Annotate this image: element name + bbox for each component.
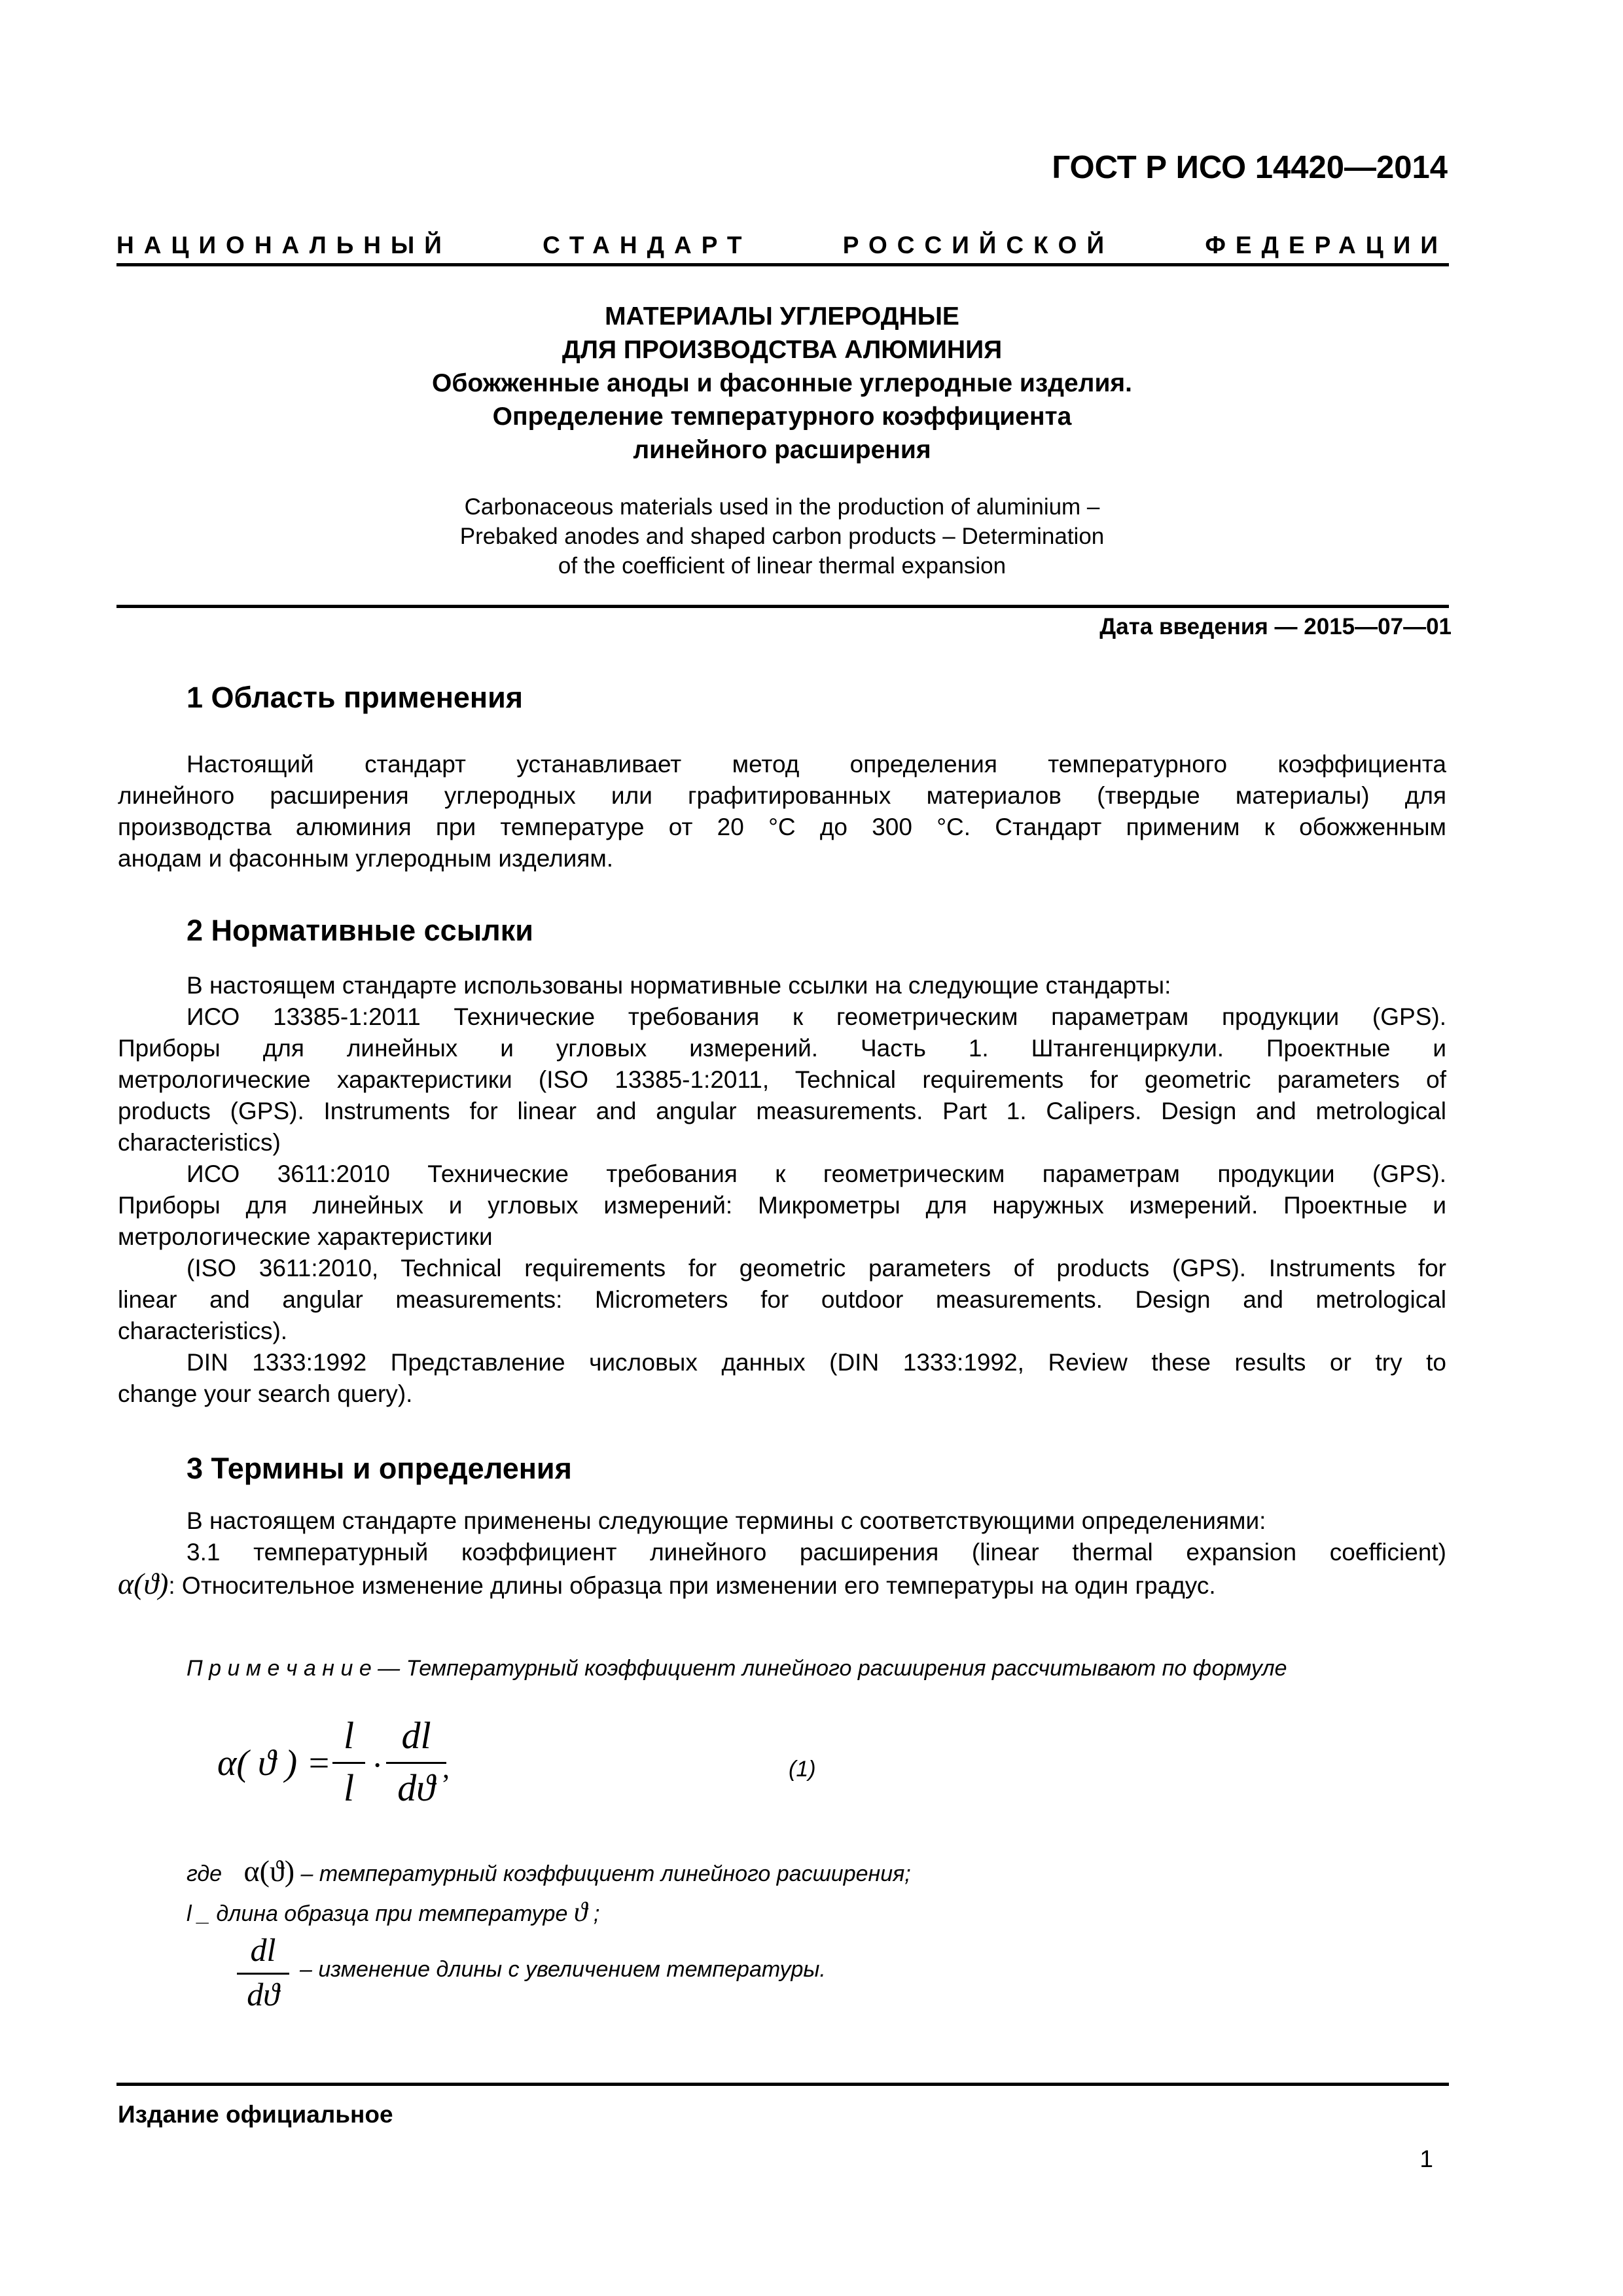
body-line: Приборы для линейных и угловых измерений. Часть 1. Штангенциркули. Проектные и: [118, 1035, 1446, 1062]
section-1-body: [118, 749, 1446, 874]
definition-text: : Относительное изменение длины образца при изменении его температуры на один градус.: [168, 1572, 1216, 1599]
where-line-3: – изменение длины с увеличением температуры.: [300, 1957, 826, 1982]
alpha-theta-symbol: α(ϑ): [118, 1567, 169, 1600]
title-rule: [116, 605, 1449, 608]
fraction-denominator: dϑ: [397, 1767, 435, 1809]
title-ru-line: Определение температурного коэффициента: [492, 403, 1072, 431]
page-number: 1: [1419, 2145, 1433, 2172]
introduction-date: Дата введения — 2015—07—01: [1099, 614, 1452, 639]
body-line: characteristics).: [118, 1318, 288, 1344]
title-en-line: Prebaked anodes and shaped carbon products – Determination: [459, 524, 1105, 549]
where-text: _ длина образца при температуре: [191, 1901, 574, 1926]
body-line: ИСО 13385-1:2011 Технические требования к геометрическим параметрам продукции (GPS).: [187, 1003, 1446, 1030]
body-line: (ISO 3611:2010, Technical requirements for geometric parameters of products (GPS). Instruments for: [187, 1255, 1446, 1282]
title-ru: [118, 300, 1446, 467]
fraction-numerator: dl: [250, 1931, 276, 1968]
body-line: characteristics): [118, 1129, 281, 1156]
section-2-body: [118, 970, 1446, 1410]
formula-number: (1): [789, 1757, 816, 1782]
where-label: где: [187, 1861, 223, 1886]
body-line: Приборы для линейных и угловых измерений: Микрометры для наружных измерений. Проектные и: [118, 1192, 1446, 1219]
body-line: линейного расширения углеродных или графитированных материалов (твердые материалы) для: [118, 782, 1446, 809]
formula-dot: ·: [372, 1747, 383, 1784]
fraction-denominator: l: [343, 1767, 355, 1809]
where-text: – температурный коэффициент линейного расширения;: [294, 1861, 911, 1886]
header-rule: [116, 263, 1449, 266]
body-line: [118, 1568, 1446, 1602]
fraction-bar: [332, 1762, 365, 1764]
title-ru-line: МАТЕРИАЛЫ УГЛЕРОДНЫЕ: [605, 302, 959, 331]
title-en: [118, 492, 1446, 581]
footer-rule: [116, 2083, 1449, 2086]
body-line: change your search query).: [118, 1380, 413, 1407]
document-code: ГОСТ Р ИСО 14420—2014: [1052, 150, 1448, 185]
body-line: метрологические характеристики (ISO 13385-1:2011, Technical requirements for geometric parameters of: [118, 1066, 1446, 1093]
alpha-theta-symbol: α(ϑ): [243, 1854, 295, 1888]
body-line: В настоящем стандарте использованы нормативные ссылки на следующие стандарты:: [187, 972, 1171, 999]
body-line: В настоящем стандарте применены следующие термины с соответствующими определениями:: [187, 1507, 1266, 1534]
title-ru-line: линейного расширения: [633, 436, 931, 464]
section-3-body: [118, 1505, 1446, 1602]
official-edition-label: Издание официальное: [118, 2101, 393, 2128]
note-text: — Температурный коэффициент линейного расширения рассчитывают по формуле: [371, 1656, 1287, 1681]
body-line: метрологические характеристики: [118, 1223, 493, 1250]
where-fraction: [237, 1931, 289, 2016]
title-en-line: Carbonaceous materials used in the production of aluminium –: [464, 494, 1100, 520]
where-line-1: [187, 1854, 911, 1888]
formula-comma: ,: [442, 1752, 450, 1784]
section-3-heading: 3 Термины и определения: [187, 1452, 572, 1485]
where-text-end: ;: [587, 1901, 600, 1926]
body-line: производства алюминия при температуре от 20 °С до 300 °С. Стандарт применим к обожженным: [118, 814, 1446, 840]
body-line: Настоящий стандарт устанавливает метод определения температурного коэффициента: [187, 751, 1446, 778]
fraction-bar: [237, 1973, 289, 1975]
formula-fraction-2: [386, 1713, 446, 1812]
theta-symbol: ϑ: [573, 1897, 588, 1928]
title-ru-line: Обожженные аноды и фасонные углеродные изделия.: [431, 369, 1133, 397]
fraction-numerator: l: [343, 1714, 355, 1757]
section-2-heading: 2 Нормативные ссылки: [187, 914, 533, 947]
formula-fraction-1: [332, 1713, 365, 1812]
fraction-bar: [386, 1762, 446, 1764]
note-line: [187, 1656, 1287, 1681]
body-line: 3.1 температурный коэффициент линейного расширения (linear thermal expansion coefficient): [187, 1539, 1446, 1566]
formula-lhs: α( ϑ ) =: [217, 1743, 331, 1784]
section-1-heading: 1 Область применения: [187, 681, 524, 714]
body-line: анодам и фасонным углеродным изделиям.: [118, 845, 614, 872]
fraction-denominator: dϑ: [247, 1976, 279, 2013]
length-symbol: l: [187, 1901, 192, 1926]
body-line: products (GPS). Instruments for linear and angular measurements. Part 1. Calipers. Design and metrological: [118, 1098, 1446, 1124]
note-label: П р и м е ч а н и е: [187, 1656, 372, 1681]
title-ru-line: ДЛЯ ПРОИЗВОДСТВА АЛЮМИНИЯ: [562, 336, 1003, 364]
body-line: ИСО 3611:2010 Технические требования к геометрическим параметрам продукции (GPS).: [187, 1160, 1446, 1187]
fraction-numerator: dl: [401, 1714, 431, 1757]
body-line: DIN 1333:1992 Представление числовых данных (DIN 1333:1992, Review these results or try to: [187, 1349, 1446, 1376]
national-standard-banner: НАЦИОНАЛЬНЫЙ СТАНДАРТ РОССИЙСКОЙ ФЕДЕРАЦИИ: [116, 232, 1448, 259]
where-line-2: [187, 1897, 599, 1928]
title-en-line: of the coefficient of linear thermal expansion: [558, 553, 1007, 579]
body-line: linear and angular measurements: Micrometers for outdoor measurements. Design and metrological: [118, 1286, 1446, 1313]
